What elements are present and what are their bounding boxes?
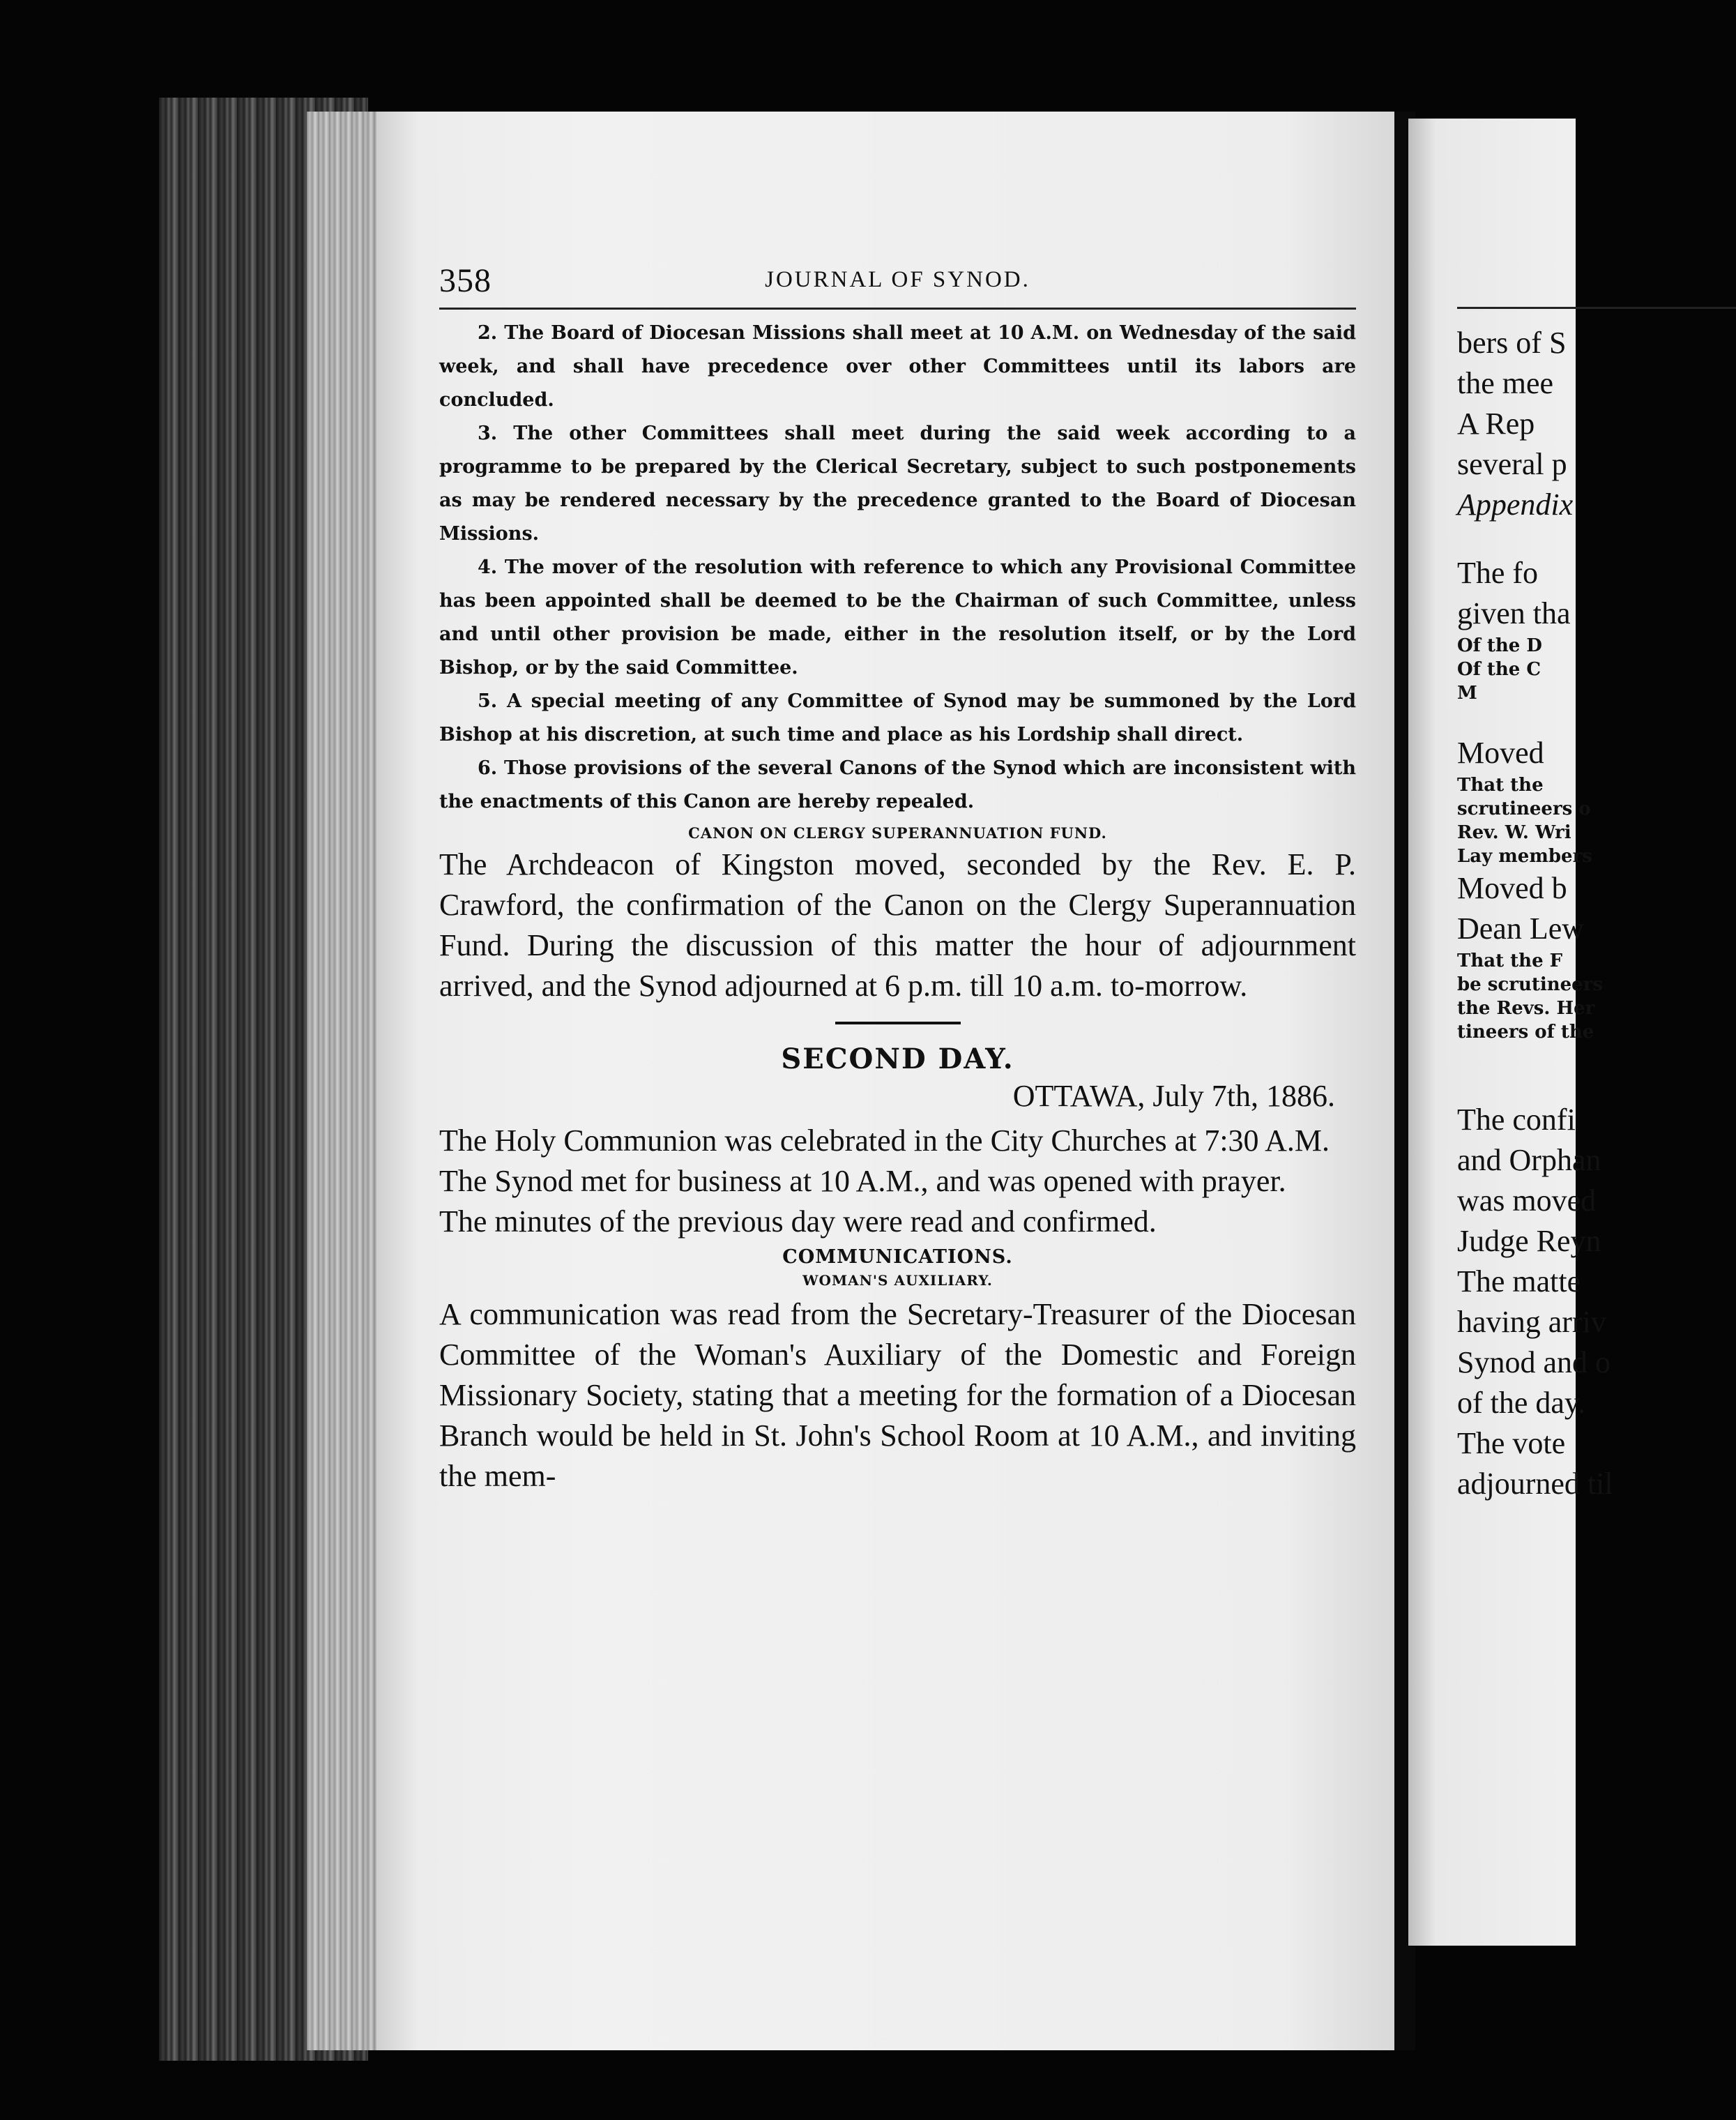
facing-line: A Rep	[1457, 407, 1535, 441]
facing-header-rule	[1457, 307, 1736, 309]
book-page-edges-inner	[307, 112, 383, 2050]
facing-line: That the F	[1457, 951, 1563, 971]
page-header	[439, 262, 1356, 303]
facing-line: M	[1457, 683, 1477, 704]
facing-line: Of the D	[1457, 635, 1542, 656]
dateline: OTTAWA, July 7th, 1886.	[1012, 1079, 1335, 1113]
facing-page-content	[1457, 307, 1736, 1504]
superannuation-heading: CANON ON CLERGY SUPERANNUATION FUND.	[688, 824, 1107, 842]
communication-text: A communication was read from the Secretary-Treasurer of the Diocesan Committee of the Woman's Auxiliary of the Domestic and Foreign Missionary Society, stating that a meeting for the formation of a Diocesan Branch would be held in St. John's School Room at 10 A.M., and inviting the mem-	[439, 1297, 1356, 1493]
facing-line: several p	[1457, 447, 1567, 481]
facing-line	[1457, 525, 1736, 553]
facing-line: the mee	[1457, 366, 1554, 400]
page-number: 358	[439, 262, 492, 299]
facing-line: tineers of the	[1457, 1022, 1594, 1043]
facing-page	[1408, 119, 1613, 1946]
canon-paragraph-6: 6. Those provisions of the several Canons of the Synod which are inconsistent with the enactments of this Canon are hereby repealed.	[439, 757, 1356, 812]
left-page	[376, 112, 1401, 2050]
header-rule	[439, 308, 1356, 310]
facing-line: Of the C	[1457, 659, 1541, 680]
second-day-heading: SECOND DAY.	[781, 1043, 1014, 1075]
facing-line	[1457, 1044, 1736, 1072]
facing-line: scrutineers o	[1457, 798, 1591, 819]
superannuation-text: The Archdeacon of Kingston moved, seconded by the Rev. E. P. Crawford, the confirmation of the Canon on the Clergy Superannuation Fund. During the discussion of this matter the hour of adjournment arrived, and the Synod adjourned at 6 p.m. till 10 a.m. to-morrow.	[439, 847, 1356, 1003]
facing-line: The vote	[1457, 1426, 1566, 1460]
page-content	[439, 262, 1356, 1497]
facing-line: given tha	[1457, 596, 1571, 630]
minutes-paragraph: The minutes of the previous day were read and confirmed.	[439, 1204, 1157, 1239]
canon-paragraph-5: 5. A special meeting of any Committee of Synod may be summoned by the Lord Bishop at his discretion, at such time and place as his Lordship shall direct.	[439, 690, 1356, 745]
running-head: JOURNAL OF SYNOD.	[765, 267, 1030, 292]
facing-line: was moved	[1457, 1183, 1597, 1218]
facing-line: Appendix	[1457, 487, 1574, 522]
facing-line: and Orphan	[1457, 1143, 1601, 1177]
facing-line: be scrutineers	[1457, 974, 1604, 995]
facing-lines	[1457, 323, 1736, 1504]
facing-line: The fo	[1457, 556, 1539, 590]
facing-line: Lay members	[1457, 846, 1592, 867]
canon-paragraph-4: 4. The mover of the resolution with reference to which any Provisional Committee has been appointed shall be deemed to be the Chairman of such Committee, unless and until other provision be made, either in the resolution itself, or by the Lord Bishop, or by the said Committee.	[439, 556, 1356, 679]
facing-line: Synod and o	[1457, 1345, 1611, 1379]
canon-paragraph-2: 2. The Board of Diocesan Missions shall meet at 10 A.M. on Wednesday of the said week, and shall have precedence over other Committees until its labors are concluded.	[439, 322, 1356, 411]
facing-line: Moved	[1457, 736, 1544, 770]
section-divider	[835, 1022, 961, 1024]
holy-communion-paragraph: The Holy Communion was celebrated in the City Churches at 7:30 A.M.	[439, 1123, 1330, 1158]
synod-met-paragraph: The Synod met for business at 10 A.M., and was opened with prayer.	[439, 1164, 1286, 1198]
communications-heading: COMMUNICATIONS.	[782, 1246, 1013, 1268]
facing-line: That the	[1457, 775, 1544, 796]
facing-line: having arriv	[1457, 1305, 1606, 1339]
facing-line: Moved b	[1457, 871, 1567, 905]
facing-line	[1457, 705, 1736, 733]
facing-line: of the day.	[1457, 1386, 1586, 1420]
facing-line: Judge Reyn	[1457, 1224, 1601, 1258]
facing-line	[1457, 1072, 1736, 1100]
canon-paragraph-3: 3. The other Committees shall meet during the said week according to a programme to be prepared by the Clerical Secretary, subject to such postponements as may be rendered necessary by the precedence granted to the Board of Diocesan Missions.	[439, 423, 1356, 545]
facing-line: bers of S	[1457, 326, 1567, 360]
facing-line: The confi	[1457, 1103, 1576, 1137]
facing-line: The matte	[1457, 1264, 1581, 1298]
facing-line: the Revs. Her	[1457, 998, 1595, 1019]
facing-line: adjourned til	[1457, 1467, 1613, 1501]
facing-line: Dean Lew	[1457, 911, 1585, 946]
womans-auxiliary-heading: WOMAN'S AUXILIARY.	[802, 1272, 993, 1289]
facing-line: Rev. W. Wri	[1457, 822, 1571, 843]
